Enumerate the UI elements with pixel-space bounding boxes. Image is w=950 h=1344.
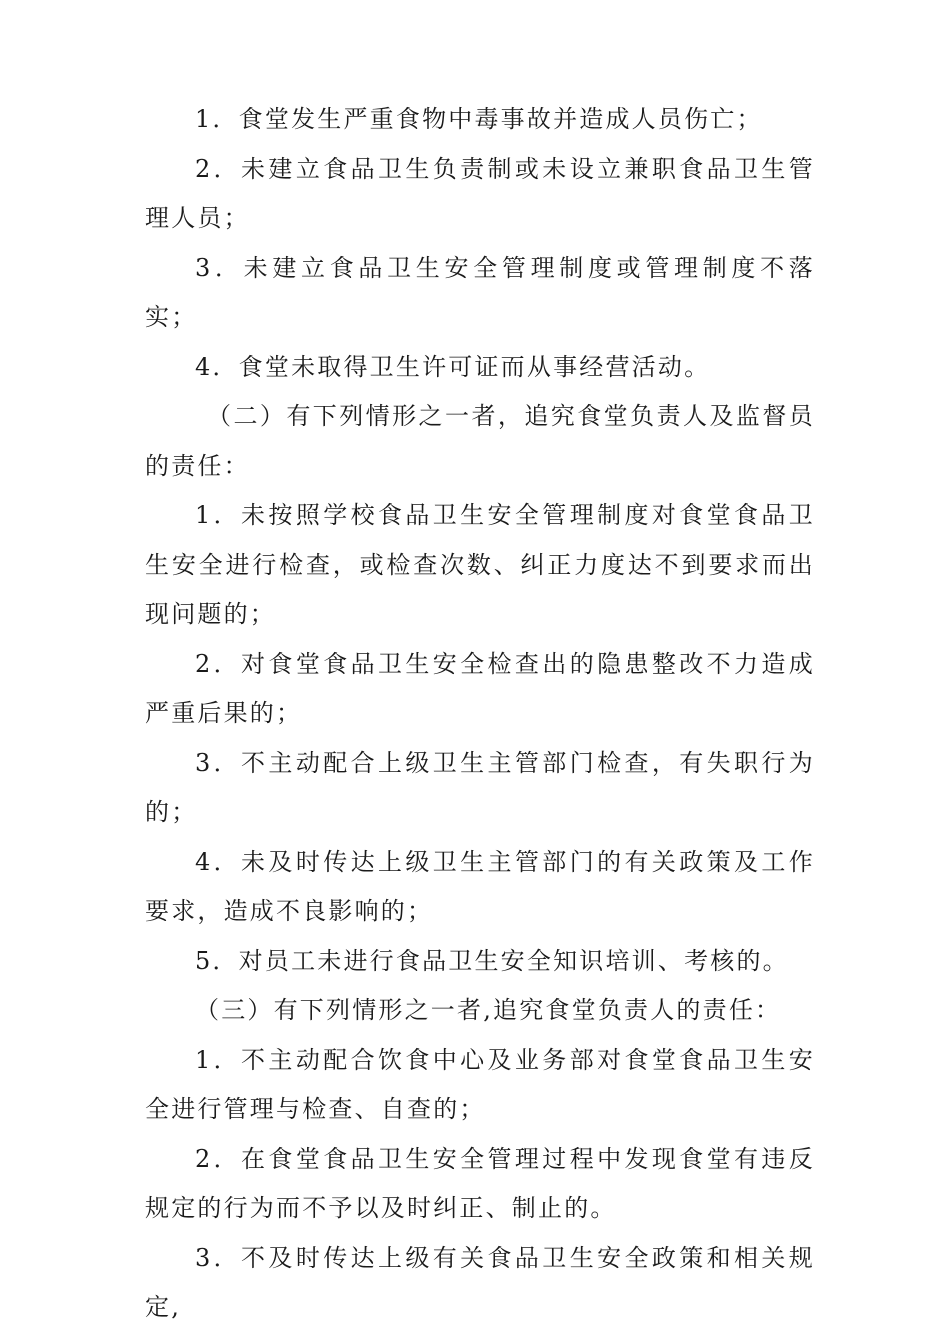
- paragraph-item-6: 2．对食堂食品卫生安全检查出的隐患整改不力造成严重后果的；: [145, 649, 815, 727]
- paragraph-item-4: 4．食堂未取得卫生许可证而从事经营活动。: [195, 352, 711, 381]
- paragraph-item-9: 5．对员工未进行食品卫生安全知识培训、考核的。: [195, 946, 789, 975]
- paragraph-item-2: 2．未建立食品卫生负责制或未设立兼职食品卫生管理人员；: [145, 154, 815, 232]
- paragraph-item-3: 3．未建立食品卫生安全管理制度或管理制度不落实；: [145, 253, 815, 331]
- section-heading-2: （二）有下列情形之一者，追究食堂负责人及监督员的责任：: [145, 402, 815, 480]
- paragraph-item-12: 3．不及时传达上级有关食品卫生安全政策和相关规定,: [145, 1243, 815, 1321]
- paragraph-item-11: 2．在食堂食品卫生安全管理过程中发现食堂有违反规定的行为而不予以及时纠正、制止的。: [145, 1144, 815, 1222]
- paragraph-item-8: 4．未及时传达上级卫生主管部门的有关政策及工作要求，造成不良影响的；: [145, 847, 815, 925]
- document-body: [145, 95, 815, 1333]
- paragraph-item-10: 1．不主动配合饮食中心及业务部对食堂食品卫生安全进行管理与检查、自查的；: [145, 1045, 815, 1123]
- paragraph-item-5: 1．未按照学校食品卫生安全管理制度对食堂食品卫生安全进行检查，或检查次数、纠正力度达不到要求而出现问题的；: [145, 501, 815, 628]
- paragraph-item-7: 3．不主动配合上级卫生主管部门检查，有失职行为的；: [145, 748, 815, 826]
- paragraph-item-1: 1．食堂发生严重食物中毒事故并造成人员伤亡；: [195, 105, 763, 133]
- section-heading-3: （三）有下列情形之一者,追究食堂负责人的责任：: [195, 996, 782, 1024]
